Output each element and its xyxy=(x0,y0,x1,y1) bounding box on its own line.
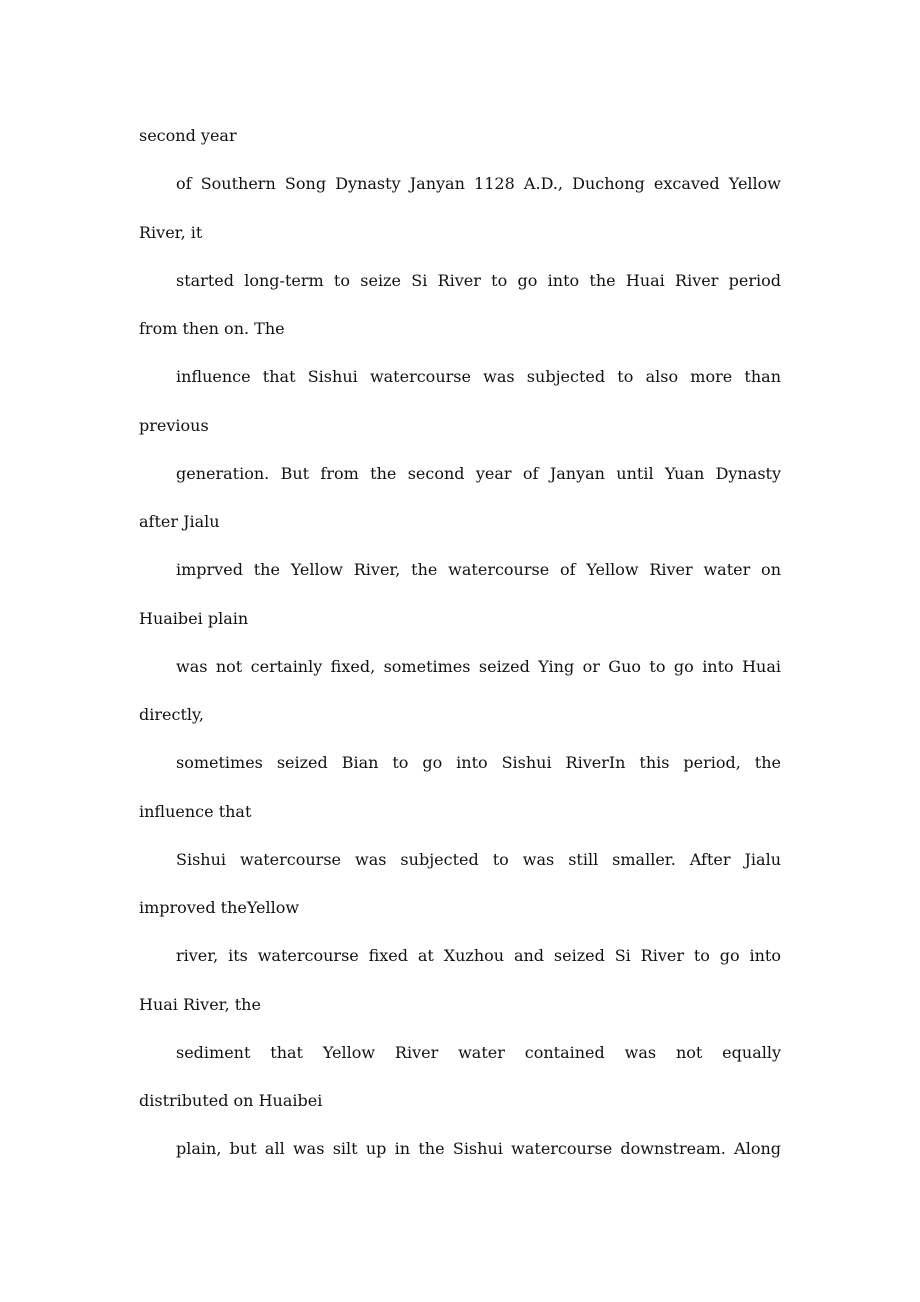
text-line: started long-term to seize Si River to go into the Huai River period xyxy=(176,270,781,290)
text-line: River, it xyxy=(139,222,203,242)
body-text xyxy=(139,124,781,1186)
text-line: sometimes seized Bian to go into Sishui RiverIn this period, the xyxy=(176,753,781,773)
text-line: previous xyxy=(139,415,209,435)
text-line: influence that xyxy=(139,801,252,821)
text-line: distributed on Huaibei xyxy=(139,1091,323,1110)
text-line: after Jialu xyxy=(139,512,220,531)
text-line: sediment that Yellow River water contained was not equally xyxy=(176,1042,781,1062)
text-line: directly, xyxy=(139,705,204,724)
text-line: imprved the Yellow River, the watercourse of Yellow River water on xyxy=(176,560,781,580)
text-line: plain, but all was silt up in the Sishui watercourse downstream. Along xyxy=(176,1139,781,1159)
text-line: of Southern Song Dynasty Janyan 1128 A.D., Duchong excaved Yellow xyxy=(176,174,781,194)
text-line: was not certainly fixed, sometimes seized Ying or Guo to go into Huai xyxy=(176,656,781,676)
text-line: river, its watercourse fixed at Xuzhou and seized Si River to go into xyxy=(176,946,781,966)
text-line: Huai River, the xyxy=(139,994,261,1014)
text-line: improved theYellow xyxy=(139,898,300,917)
text-line: influence that Sishui watercourse was subjected to also more than xyxy=(176,367,781,387)
text-line: generation. But from the second year of Janyan until Yuan Dynasty xyxy=(176,463,781,483)
text-line: Sishui watercourse was subjected to was still smaller. After Jialu xyxy=(176,849,781,869)
text-line: second year xyxy=(139,126,237,145)
text-line: Huaibei plain xyxy=(139,608,249,628)
text-line: from then on. The xyxy=(139,319,285,338)
